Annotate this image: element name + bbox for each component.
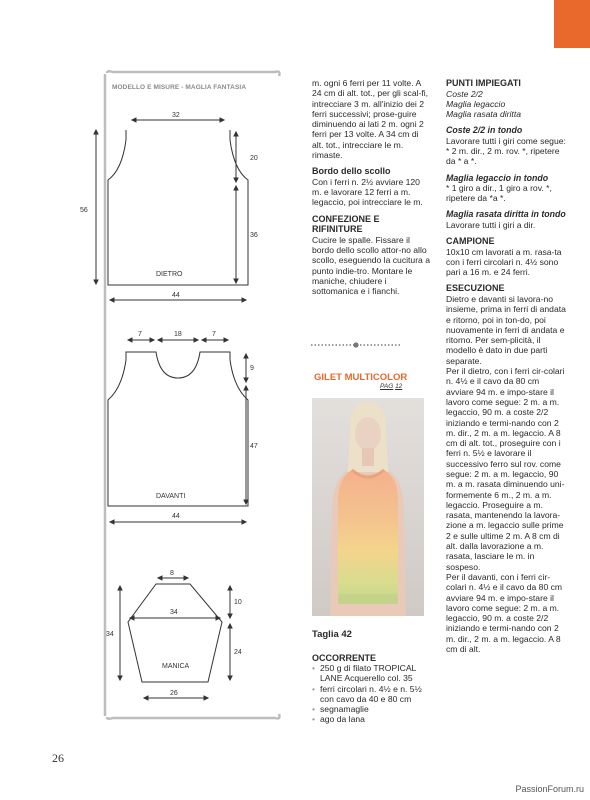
schema-title: MODELLO E MISURE - MAGLIA FANTASIA: [112, 84, 247, 91]
gilet-page-ref: PAG 12: [380, 383, 403, 390]
dietro-side-upper-dim: 20: [250, 155, 258, 162]
occorrente-heading: OCCORRENTE: [312, 652, 377, 663]
legaccio-heading: Maglia legaccio in tondo: [446, 172, 549, 183]
manica-mid-dim: 34: [170, 609, 178, 616]
col2-paragraph-1: m. ogni 6 ferri per 11 volte. A 24 cm di alt. tot., per gli scal-fi, intrecciare 3 m. all'inizio dei 2 ferri successivi; prose-guire diminuendo ai lati 2 m. ogni 2 ferri per 13 volte. A 34 cm di alt. tot., intrecciare le m. rimaste.: [312, 78, 429, 161]
dietro-height-dim: 56: [80, 207, 88, 214]
coste-text: Lavorare tutti i giri come segue: * 2 m. dir., 2 m. rov. *, ripetere da * a *.: [446, 135, 566, 167]
esecuzione-heading: ESECUZIONE: [446, 283, 505, 294]
esecuzione-text-1: Dietro e davanti si lavora-no insieme, prima in ferri di andata e ritorno, poi in ton-do, poi nuovamente in ferri di andata e ritorno. Per sem-plicità, il modello è dato in due parti separate.: [446, 293, 566, 366]
model-photo: [312, 398, 424, 616]
davanti-bottom-dim: 44: [172, 513, 180, 520]
gilet-title: GILET MULTICOLOR: [314, 372, 408, 383]
manica-bottom-dim: 26: [170, 690, 178, 697]
manica-label: MANICA: [162, 663, 190, 670]
davanti-label: DAVANTI: [156, 493, 186, 500]
watermark: PassionForum.ru: [515, 784, 584, 794]
separator-dots: [297, 342, 417, 348]
occorrente-item-2: • ferri circolari n. 4½ e n. 5½ con cavo da 40 e 80 cm: [312, 684, 430, 705]
manica-diagram: [106, 562, 262, 712]
punti-heading: PUNTI IMPIEGATI: [446, 78, 521, 88]
dietro-label: DIETRO: [156, 271, 183, 278]
confezione-text: Cucire le spalle. Fissare il bordo dello scollo attor-no allo scollo, eseguendo la cucitura a punto indie-tro. Montare le maniche, chiudere i sottomanica e i fianchi.: [312, 234, 431, 297]
davanti-right-dim: 7: [212, 331, 216, 338]
manica-height-dim: 34: [106, 631, 114, 638]
punto-2: Maglia legaccio: [446, 98, 506, 109]
page-number: 26: [52, 751, 64, 765]
bordo-heading: Bordo dello scollo: [312, 166, 391, 177]
dietro-bottom-dim: 44: [172, 292, 180, 299]
coste-heading: Coste 2/2 in tondo: [446, 125, 523, 136]
column-3: [446, 78, 568, 654]
punto-3: Maglia rasata diritta: [446, 109, 521, 120]
dietro-diagram: [80, 100, 288, 315]
davanti-middle-dim: 18: [174, 331, 182, 338]
davanti-side-lower-dim: 47: [250, 443, 258, 450]
corner-accent: [554, 0, 590, 48]
bordo-text: Con i ferri n. 2½ avviare 120 m. e lavorare 12 ferri a m. legaccio, poi intrecciare le m.: [312, 176, 423, 208]
dietro-side-lower-dim: 36: [250, 232, 258, 239]
occorrente-item-1: • 250 g di filato TROPICAL LANE Acquerello col. 35: [312, 663, 430, 684]
legaccio-text: * 1 giro a dir., 1 giro a rov. *, ripetere da *a *.: [446, 182, 552, 204]
confezione-heading: CONFEZIONE E RIFINITURE: [312, 213, 380, 235]
dietro-top-dim: 32: [172, 112, 180, 119]
occorrente-item-3: • segnamaglie: [312, 704, 430, 714]
occorrente-item-4: • ago da lana: [312, 714, 430, 724]
rasata-text: Lavorare tutti i giri a dir.: [446, 219, 536, 230]
taglia-label: Taglia 42: [312, 629, 352, 640]
campione-heading: CAMPIONE: [446, 236, 495, 247]
column-2-top: [312, 78, 430, 297]
manica-top-dim: 8: [170, 570, 174, 577]
punto-1: Coste 2/2: [446, 88, 483, 99]
davanti-diagram: [88, 326, 288, 536]
esecuzione-text-2: Per il dietro, con i ferri cir-colari n. 4½ e il cavo da 80 cm avviare 94 m. e impo-stare il lavoro come segue: 2 m. a m. legaccio, 90 m. a coste 2/2 iniziando e termi-nando con 2 m. dir., 2 m. a m. legaccio. A 8 cm di alt. tot., proseguire con i ferri n. 5½ e lavorare il successivo ferro sul rov. come segue: 2 m. a m. legaccio, 90 m. a m. rasata diminuendo uni-formemente 6 m., 2 m. a m. legaccio. Proseguire a m. rasata, mantenendo la lavora-zione a m. legaccio sulle prime 2 e sulle ultime 2 m. A 8 cm di alt. dalla lavorazione a m. rasata, lasciare le m. in sospeso.: [446, 366, 565, 572]
davanti-side-upper-dim: 9: [250, 365, 254, 372]
esecuzione-text-3: Per il davanti, con i ferri cir-colari n. 4½ e il cavo da 80 cm avviare 94 m. e impo-stare il lavoro come segue: 2 m. a m. legaccio, 90 m. a coste 2/2 iniziando e termi-nando con 2 m. dir., 2 m. a m. legaccio. A 8 cm di alt.: [446, 571, 563, 655]
manica-side-upper-dim: 10: [234, 599, 242, 606]
davanti-left-dim: 7: [138, 331, 142, 338]
campione-text: 10x10 cm lavorati a m. rasa-ta con i ferri circolari n. 4½ sono pari a 16 m. e 24 ferri.: [446, 246, 562, 278]
manica-side-lower-dim: 24: [234, 649, 242, 656]
rasata-heading: Maglia rasata diritta in tondo: [446, 209, 566, 220]
column-2-bottom: [312, 630, 430, 725]
